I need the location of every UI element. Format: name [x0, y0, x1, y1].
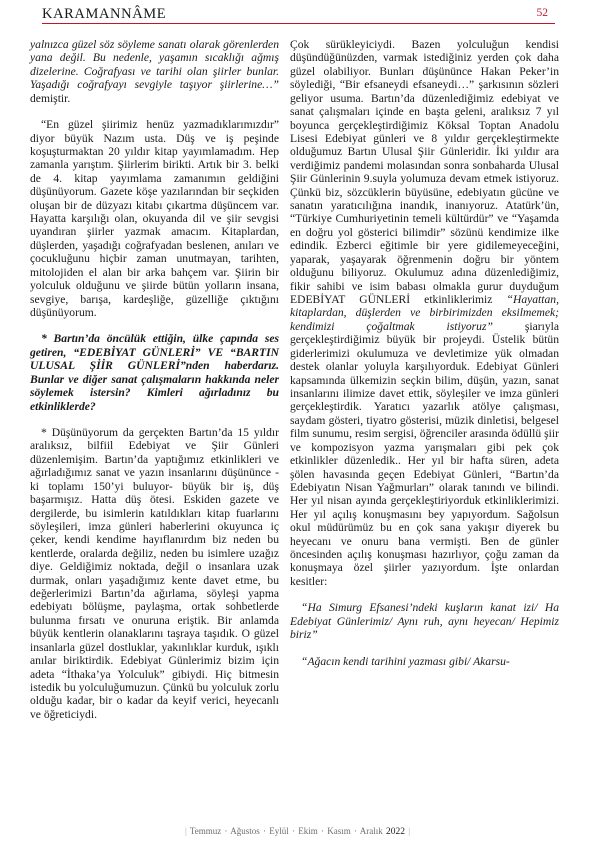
footer-month: Temmuz: [189, 826, 222, 836]
footer-month: Eylül: [269, 826, 289, 836]
header-divider: [42, 23, 555, 24]
quote-attribution: demiştir.: [30, 91, 71, 105]
footer-month: Ağustos: [230, 826, 260, 836]
right-column: [290, 38, 559, 668]
paragraph: Çok sürükleyiciydi. Bazen yolculuğun kendisi düşündüğünüzden, varmak istediğiniz yerden çok daha güzel olabiliyor. Bunları düşününce Hakan Peker’in söylediği, “Bir efsaneydi efsaneydi…” şarkısının sözleri geliyor usuma. Bartın’da düzenlediğimiz edebiyat ve sanat çalışmaları içinde en başta geleni, aralıksız 7 yıl boyunca gerçekleştirdiğimiz Köksal Toptan Anadolu Lisesi Edebiyat günleri ve 8 yıldır gerçekleştirmekte olduğumuz Bartın Ulusal Şiir Günleridir. İki yıldır ara verdiğimiz pandemi molasından sonra sonbaharda Ulusal Şiir Günlerinin 9.suyla yolumuza devam etmek istiyoruz. Çünkü biz, sözcüklerin büyüsüne, edebiyatın gücüne ve sanatın yaratıcılığına inandık, inanıyoruz. Atatürk’ün, “Türkiye Cumhuriyetinin temeli kültürdür” ve “Yaşamda en doğru yol gösterici bilimdir” sözünü kendimize ilke edindik. Ezberci eğitimle bir yere gidilemeyeceğini, yaparak, yaşayarak öğrenmenin doğru bir yöntem olduğunu biliyoruz. Okulumuz adına düzenlediğimiz, fikir sahibi ve isim babası olmakla gurur duyduğum EDEBİYAT GÜNLERİ etkinliklerimiz “Hayattan, kitaplardan, düşlerden ve birbirimizden eksilmemek; kendimizi çoğaltmak istiyoruz” şiarıyla gerçekleştirdiğimiz büyük bir projeydi. Üstelik bütün giderlerimizi okulumuza ve devletimize yük olmadan destek olanlar yoluyla karşılıyorduk. Edebiyat Günleri kapsamında ülkemizin seçkin bilim, düşün, yazın, sanat insanlarını ilimize davet ettik, söyleşiler ve imza günleri gerçekleştirdik. Yaratıcı yazarlık atölye çalışması, saydam gösteri, tiyatro gösterisi, müzik dinletisi, belgesel film sunumu, resim sergisi, öğrenciler arasında ödüllü şiir ve kompozisyon yazma yarışmaları gibi pek çok etkinlikler düzenledik.. Her yıl bir hafta süren, adeta şölen havasında geçen Edebiyat Günleri, “Bartın’da Edebiyatın Nisan Yağmurları” olarak tanındı ve bilindi. Her yıl nisan ayında gerçekleştiriyorduk etkinliklerimizi. Her yıl açılış konuşmasını bey yapıyordum. Sağolsun okul müdürümüz bu en çok sana yakışır diyerek bu heyecanı ve onuru bana vermişti. Ben de günler öncesinden açılış konuşması hazırlıyor, çoğu zaman da konuşmaya özel şiirler yazıyordum. İşte onlardan kesitler:: [290, 38, 559, 588]
footer-month: Ekim: [298, 826, 318, 836]
footer-month: Kasım: [327, 826, 351, 836]
journal-title: KARAMANNÂME: [42, 6, 167, 22]
issue-footer: | Temmuz · Ağustos · Eylül · Ekim · Kasım · Aralık 2022 |: [184, 826, 411, 837]
poem-excerpt: “Ağacın kendi tarihini yazması gibi/ Akarsu-: [301, 654, 510, 668]
footer-month: Aralık: [359, 826, 383, 836]
interview-question: * Bartın’da öncülük ettiğin, ülke çapında ses getiren, “EDEBİYAT GÜNLERİ” VE “BARTIN ULUSAL ŞİİR GÜNLERİ”nden haberdarız. Bunlar ve diğer sanat çalışmaların hakkında neler söylemek istersin? Kimleri ağırladınız bu etkinliklerde?: [30, 332, 279, 413]
italic-motto: “Hayattan, kitaplardan, düşlerden ve birbirimizden eksilmemek; kendimizi çoğaltmak istiyoruz”: [290, 293, 559, 333]
paragraph: “En güzel şiirimiz henüz yazmadıklarımızdır” diyor büyük Nazım usta. Düş ve iş peşinde koşuşturmaktan 20 yıldır kitap yayımlamadım. Hep zamanla yarıştım. Şiirlerim birikti. Artık bir 3. belki de 4. kitap yayımlama zamanımın geldiğini düşünüyorum. Gazete köşe yazılarından bir seçkiden oluşan bir de düzyazı kitabı çıkartma düşüncem var. Hayatta karşılığı olan, okuyanda dil ve şiir sevgisi uyandıran şiirler yazmak amacım. Kitaplardan, düşlerden, yaşadığı coğrafyadan beslenen, anıları ve çocukluğunu hiçbir zaman unutmayan, tarihten, mitolojiden el alan bir arka bahçem var. Şiirin bir yolculuk olduğunu ve şiirde bütün yolların insana, sevgiye, barışa, kardeşliğe, güzelliğe çıktığını düşünüyorum.: [30, 118, 279, 320]
footer-year: 2022: [385, 827, 405, 837]
interview-answer: * Düşünüyorum da gerçekten Bartın’da 15 yıldır aralıksız, bilfiil Edebiyat ve Şiir Günleri düzenlemişim. Bartın’da yaptığımız etkinlikleri ve ağırladığımız sanat ve yazın insanlarını düşününce -ki toplamı 150’yi buluyor- büyük bir iş, düş başarmışız. Hatta düş ötesi. Eskiden gazete ve dergilerde, bu isimlerin katıldıkları kitap fuarlarını söyleşileri, imza günleri haberlerini okuyunca iç çeker, kendi kendime hayıflanırdım biz neden bu kentlerde, oralarda değiliz, neden bu isimlere uzağız diye. Geldiğimiz noktada, değil o insanlara uzak durmak, onları yaşadığımız kente davet etme, bu değerlerimizi Bartın’da ağırlama, söyleşi yapma edebiyatı bölüşme, paylaşma, ortak sohbetlerde bulunma fırsatı ve onuruna eriştik. Bir anlamda büyük kentlerin olanaklarını taşraya taşıdık. O güzel insanlarla güzel dostluklar, yakınlıklar kurduk, ışıklı anılar biriktirdik. Edebiyat Günlerimiz bizim için adeta “İthaka’ya Yolculuk” gibiydi. Hiç bitmesin istedik bu yolculuğumuzun. Çünkü bu yolculuk zorlu olduğu kadar, bir o kadar da keyif verici, heyecanlı ve öğreticiydi.: [30, 425, 279, 721]
page-number: 52: [536, 7, 548, 19]
left-column: [30, 38, 279, 721]
poem-excerpt: “Ha Simurg Efsanesi’ndeki kuşların kanat izi/ Ha Edebiyat Günlerimiz/ Aynı ruh, aynı heyecan/ Hepimiz biriz”: [290, 601, 559, 642]
quote-text: yalnızca güzel söz söyleme sanatı olarak görenlerden yana değil. Bu nedenle, yaşamın sıcaklığı ağmış dizelerine. Coğrafyası ve tarihi olan şiirler bunlar. Yaşadığı coğrafyayı sevgiyle taşıyor şiirlerine…”: [30, 38, 279, 92]
paragraph: [30, 38, 279, 105]
